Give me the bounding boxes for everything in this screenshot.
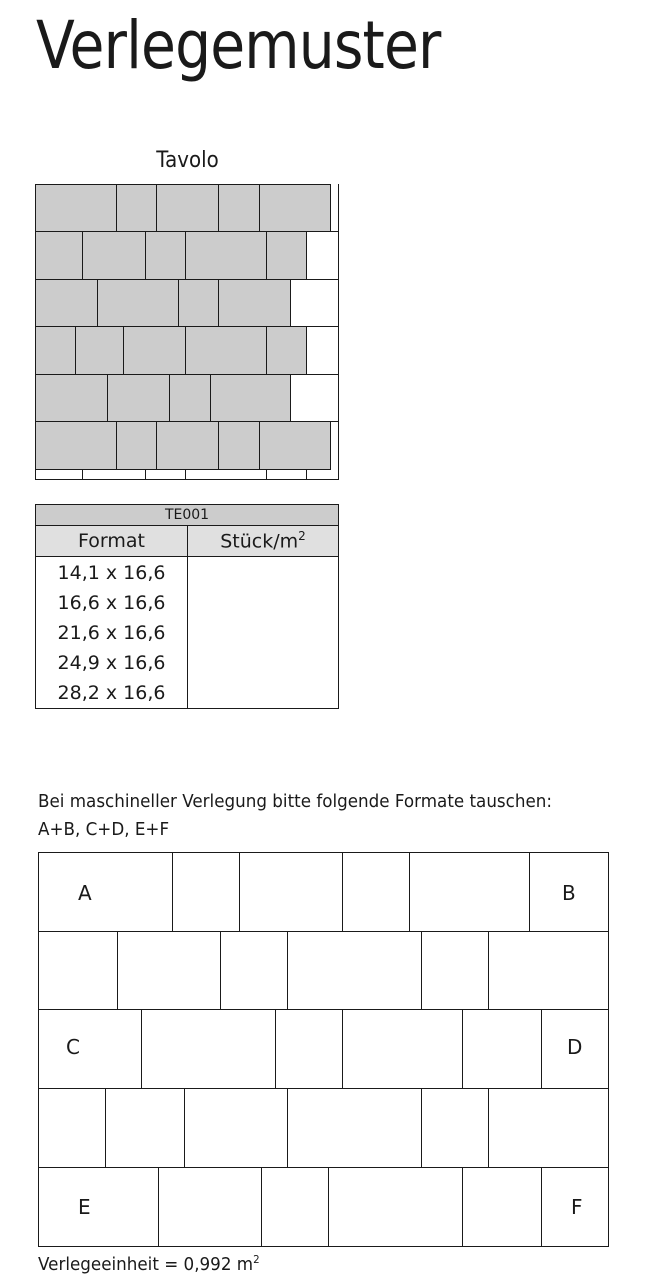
page-title: Verlegemuster [36, 7, 441, 84]
note-line-2: A+B, C+D, E+F [38, 819, 170, 840]
format-row: 28,2 x 16,6 [57, 682, 166, 704]
note-line-1: Bei maschineller Verlegung bitte folgende Formate tauschen: [38, 791, 553, 812]
column-header-pieces-label: Stück/m [220, 530, 299, 553]
tile-label-d: D [567, 1035, 583, 1059]
laying-unit [38, 1253, 260, 1275]
column-header-pieces [188, 526, 339, 557]
tile-pattern-preview [35, 184, 339, 480]
tile-label-e: E [78, 1195, 91, 1219]
format-row: 16,6 x 16,6 [57, 592, 166, 614]
machine-laying-note [38, 788, 552, 844]
format-list [36, 557, 188, 709]
laying-grid [38, 852, 609, 1247]
format-row: 14,1 x 16,6 [57, 562, 166, 584]
column-header-format: Format [36, 526, 188, 557]
format-row: 24,9 x 16,6 [57, 652, 166, 674]
column-header-pieces-sup: 2 [298, 529, 306, 544]
tile-label-f: F [571, 1195, 583, 1219]
format-row: 21,6 x 16,6 [57, 622, 166, 644]
tile-label-b: B [562, 881, 576, 905]
laying-unit-text: Verlegeeinheit = 0,992 m [38, 1254, 254, 1275]
laying-unit-sup: 2 [253, 1253, 260, 1266]
pieces-list [188, 557, 339, 709]
tile-label-a: A [78, 881, 92, 905]
tile-label-c: C [66, 1035, 80, 1059]
format-table [35, 504, 339, 709]
table-code: TE001 [36, 505, 339, 526]
pattern-name: Tavolo [156, 148, 219, 173]
